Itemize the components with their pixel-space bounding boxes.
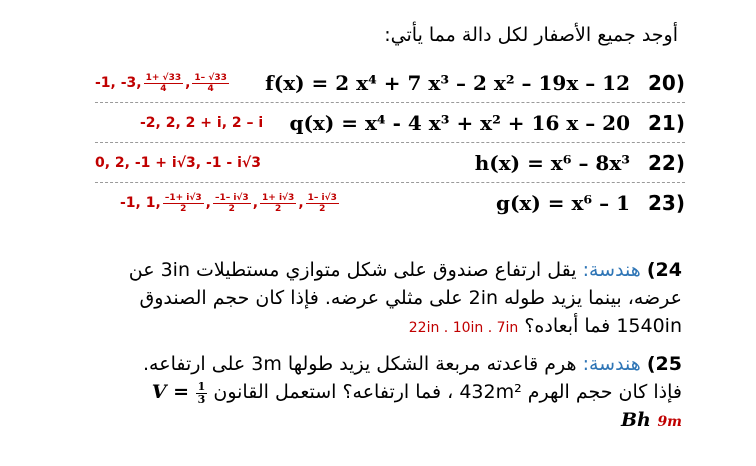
problem-row-21 (95, 104, 685, 143)
answer-22: 0, 2, -1 + i√3, -1 - i√3 (95, 155, 261, 171)
answer-21: -2, 2, 2 + i, 2 – i (140, 115, 264, 131)
topic-label-25: هندسة: (582, 353, 641, 375)
equation-23: g(x) = x⁶ – 1 (495, 191, 631, 215)
answer-20-fraction-1: $\frac{1+ √33}{4}$ (145, 72, 182, 94)
problem-number-23: 23) (648, 191, 685, 215)
answer-20-prefix: -1, -3, (95, 75, 142, 91)
answer-20-fraction-2: $\frac{1- √33}{4}$ (194, 72, 227, 94)
word-problem-25 (122, 350, 682, 436)
formula-fraction: $\frac{1}{3}$ (197, 379, 206, 406)
problem-number-21: 21) (648, 111, 685, 135)
answer-23-fraction-4: $\frac{1- i√3}{2}$ (307, 192, 337, 214)
equation-22: h(x) = x⁶ – 8x³ (474, 151, 631, 175)
problem-row-20 (95, 64, 685, 103)
problem-number-24: 24) (646, 259, 682, 281)
problem-text-24: يقل ارتفاع صندوق على شكل متوازي مستطيلات 3in عن عرضه، بينما يزيد طوله 2in على مثلي عرضه. فإذا كان حجم الصندوق 1540in فما أبعاده؟ (128, 259, 682, 337)
problem-text-25: هرم قاعدته مربعة الشكل يزيد طولها 3m على ارتفاعه. فإذا كان حجم الهرم 432m² ، فما ارتفاعه؟ استعمل القانون (143, 353, 682, 403)
answer-25: 9m (657, 414, 682, 430)
problem-number-20: 20) (648, 71, 685, 95)
problem-row-23 (95, 184, 685, 222)
answer-23-fraction-2: $\frac{-1- i√3}{2}$ (214, 192, 249, 214)
topic-label-24: هندسة: (582, 259, 641, 281)
problem-number-22: 22) (648, 151, 685, 175)
exercise-heading: أوجد جميع الأصفار لكل دالة مما يأتي: (384, 24, 678, 46)
word-problem-24 (122, 256, 682, 342)
equation-20: f(x) = 2 x⁴ + 7 x³ – 2 x² – 19x – 12 (265, 71, 631, 95)
volume-formula: V = $\frac{1}{3}$ Bh (151, 379, 651, 431)
answer-23-fraction-1: $\frac{-1+ i√3}{2}$ (164, 192, 202, 214)
answer-23-prefix: -1, 1, (120, 195, 161, 211)
answer-23: -1, 1, $\frac{-1+ i√3}{2}$ , $\frac{-1- i√3}{2}$ , $\frac{1+ i√3}{2}$ , $\frac{1- i√3}{2}$ (120, 192, 337, 214)
answer-24: 22in . 10in . 7in (408, 320, 519, 336)
problem-row-22 (95, 144, 685, 183)
problem-number-25: 25) (646, 353, 682, 375)
answer-23-fraction-3: $\frac{1+ i√3}{2}$ (262, 192, 295, 214)
answer-20: -1, -3, $\frac{1+ √33}{4}$ , $\frac{1- √33}{4}$ (95, 72, 227, 94)
equation-21: q(x) = x⁴ - 4 x³ + x² + 16 x – 20 (289, 111, 631, 135)
